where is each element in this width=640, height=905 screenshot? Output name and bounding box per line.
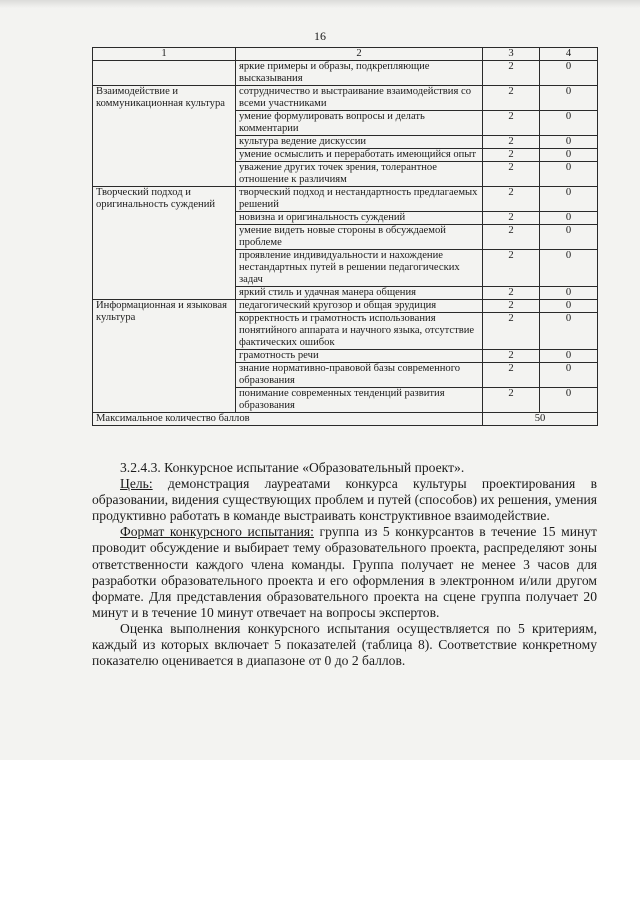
goal-label: Цель:	[120, 476, 153, 492]
indicator-cell: педагогический кругозор и общая эрудиция	[236, 300, 483, 313]
indicator-cell: знание нормативно-правовой базы современного образования	[236, 363, 483, 388]
indicator-cell: сотрудничество и выстраивание взаимодействия со всеми участниками	[236, 86, 483, 111]
evaluation-text: осуществляется по 5 критериям, каждый из которых включает 5 показателей (таблица 8). Соответствие конкретному показателю оценивается в диапазоне от 0 до 2 баллов.	[92, 620, 598, 669]
max-score-cell: 2	[483, 149, 540, 162]
column-number-1: 1	[93, 48, 236, 61]
table-row	[93, 187, 598, 212]
min-score-cell: 0	[540, 388, 598, 413]
scan-edge	[0, 0, 640, 8]
indicator-cell: культура ведение дискуссии	[236, 136, 483, 149]
criterion-cell	[93, 61, 236, 86]
min-score-cell: 0	[540, 149, 598, 162]
table-row	[93, 300, 598, 313]
indicator-cell: умение осмыслить и переработать имеющийся опыт	[236, 149, 483, 162]
indicator-cell: уважение других точек зрения, толерантное отношение к различиям	[236, 162, 483, 187]
indicator-cell: яркие примеры и образы, подкрепляющие высказывания	[236, 61, 483, 86]
max-score-cell: 2	[483, 388, 540, 413]
indicator-cell: новизна и оригинальность суждений	[236, 212, 483, 225]
evaluation-paragraph	[92, 621, 597, 669]
goal-paragraph	[92, 476, 597, 524]
max-score-cell: 2	[483, 300, 540, 313]
max-score-cell: 2	[483, 225, 540, 250]
format-paragraph	[92, 524, 597, 621]
total-value: 50	[483, 413, 598, 426]
indicator-cell: понимание современных тенденций развития образования	[236, 388, 483, 413]
max-score-cell: 2	[483, 287, 540, 300]
max-score-cell: 2	[483, 136, 540, 149]
max-score-cell: 2	[483, 111, 540, 136]
format-text: группа из 5 конкурсантов в течение 15 минут проводит обсуждение и выбирает тему образовательного проекта, распределяют зоны ответственности каждого члена команды. Группа получает не менее 3 часов для разработки образовательного проекта и его оформления в электронном и/или другом формате. Для представления образовательного проекта на сцене группа получает 20 минут и в течение 10 минут отвечает на вопросы экспертов.	[92, 524, 597, 620]
max-score-cell: 2	[483, 313, 540, 350]
evaluation-label: Оценка выполнения конкурсного испытания	[120, 620, 390, 636]
criterion-cell: Информационная и языковая культура	[93, 300, 236, 413]
page-number: 16	[314, 29, 326, 43]
min-score-cell: 0	[540, 300, 598, 313]
max-score-cell: 2	[483, 250, 540, 287]
min-score-cell: 0	[540, 162, 598, 187]
table-header-row	[93, 48, 598, 61]
indicator-cell: творческий подход и нестандартность предлагаемых решений	[236, 187, 483, 212]
min-score-cell: 0	[540, 350, 598, 363]
indicator-cell: корректность и грамотность использования понятийного аппарата и научного языка, отсутствие фактических ошибок	[236, 313, 483, 350]
min-score-cell: 0	[540, 287, 598, 300]
min-score-cell: 0	[540, 86, 598, 111]
min-score-cell: 0	[540, 225, 598, 250]
criterion-cell: Творческий подход и оригинальность суждений	[93, 187, 236, 300]
max-score-cell: 2	[483, 162, 540, 187]
max-score-cell: 2	[483, 61, 540, 86]
max-score-cell: 2	[483, 350, 540, 363]
min-score-cell: 0	[540, 111, 598, 136]
column-number-3: 3	[483, 48, 540, 61]
column-number-2: 2	[236, 48, 483, 61]
column-number-4: 4	[540, 48, 598, 61]
min-score-cell: 0	[540, 363, 598, 388]
criteria-table	[92, 47, 598, 426]
min-score-cell: 0	[540, 250, 598, 287]
indicator-cell: умение видеть новые стороны в обсуждаемой проблеме	[236, 225, 483, 250]
total-row	[93, 413, 598, 426]
format-label: Формат конкурсного испытания:	[120, 524, 314, 540]
total-label: Максимальное количество баллов	[93, 413, 483, 426]
indicator-cell: проявление индивидуальности и нахождение нестандартных путей в решении педагогических задач	[236, 250, 483, 287]
table-row	[93, 61, 598, 86]
min-score-cell: 0	[540, 136, 598, 149]
goal-text: демонстрация лауреатами конкурса культуры проектирования в образовании, видения существующих проблем и путей (способов) их решения, умения продуктивно работать в команде выстраивать конструктивное взаимодействие.	[92, 476, 597, 524]
project-section	[92, 460, 597, 669]
max-score-cell: 2	[483, 187, 540, 212]
min-score-cell: 0	[540, 212, 598, 225]
indicator-cell: умение формулировать вопросы и делать комментарии	[236, 111, 483, 136]
min-score-cell: 0	[540, 187, 598, 212]
table-row	[93, 86, 598, 111]
indicator-cell: грамотность речи	[236, 350, 483, 363]
section-heading: 3.2.4.3. Конкурсное испытание «Образовательный проект».	[120, 460, 465, 475]
max-score-cell: 2	[483, 86, 540, 111]
max-score-cell: 2	[483, 363, 540, 388]
criterion-cell: Взаимодействие и коммуникационная культура	[93, 86, 236, 187]
min-score-cell: 0	[540, 313, 598, 350]
min-score-cell: 0	[540, 61, 598, 86]
max-score-cell: 2	[483, 212, 540, 225]
indicator-cell: яркий стиль и удачная манера общения	[236, 287, 483, 300]
